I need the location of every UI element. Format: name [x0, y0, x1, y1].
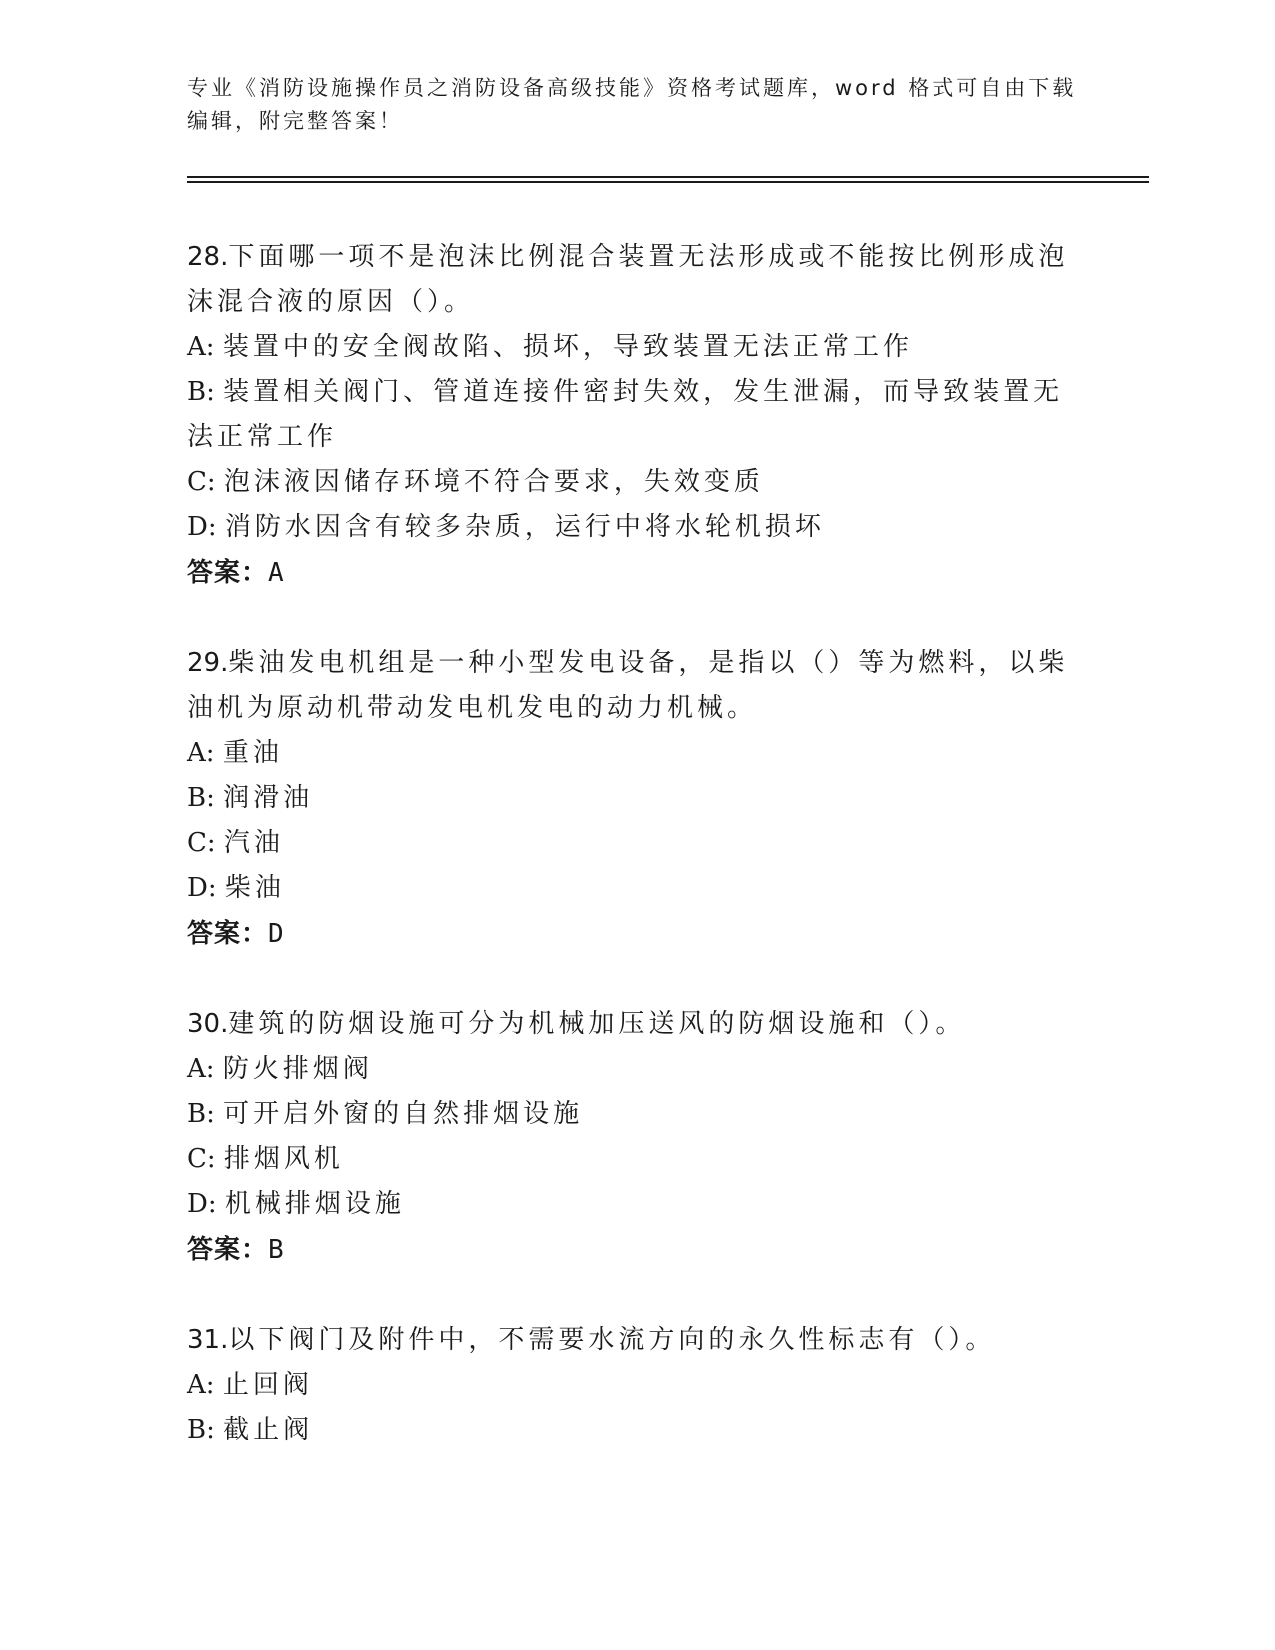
- answer-line: [187, 550, 1087, 597]
- header-note: 专业《消防设施操作员之消防设备高级技能》资格考试题库，word 格式可自由下载编辑，附完整答案！: [187, 76, 1077, 133]
- option-a: [187, 1363, 1087, 1408]
- question-text: 建筑的防烟设施可分为机械加压送风的防烟设施和（）。: [228, 1009, 966, 1039]
- option-text: 排烟风机: [223, 1144, 344, 1174]
- question-28: [187, 235, 1087, 597]
- answer-value: B: [268, 1235, 285, 1265]
- option-letter: B:: [187, 377, 224, 407]
- option-letter: C:: [187, 467, 224, 497]
- question-list: [187, 235, 1087, 1497]
- answer-label: 答案：: [187, 919, 269, 949]
- answer-line: [187, 1227, 1087, 1274]
- option-text: 机械排烟设施: [224, 1189, 405, 1219]
- option-c: [187, 460, 1087, 505]
- question-number: 29.: [187, 648, 229, 678]
- option-text: 防火排烟阀: [222, 1054, 373, 1084]
- option-text: 截止阀: [223, 1415, 314, 1445]
- option-b: [187, 776, 1087, 821]
- option-text: 泡沫液因储存环境不符合要求，失效变质: [223, 467, 764, 497]
- option-text: 可开启外窗的自然排烟设施: [223, 1099, 584, 1129]
- option-a: [187, 325, 1087, 370]
- option-a: [187, 1047, 1087, 1092]
- option-text: 润滑油: [223, 783, 314, 813]
- question-29: [187, 641, 1087, 958]
- header-divider-top: [187, 176, 1149, 178]
- question-30: [187, 1002, 1087, 1274]
- question-text: 柴油发电机组是一种小型发电设备，是指以（）等为燃料，以柴油机为原动机带动发电机发电的动力机械。: [187, 648, 1069, 723]
- option-text: 柴油: [224, 873, 285, 903]
- option-text: 装置中的安全阀故陷、损坏，导致装置无法正常工作: [222, 332, 913, 362]
- option-letter: B:: [187, 783, 224, 813]
- option-b: [187, 1408, 1087, 1453]
- answer-line: [187, 911, 1087, 958]
- option-a: [187, 731, 1087, 776]
- question-stem: [187, 641, 1087, 731]
- question-number: 30.: [187, 1009, 229, 1039]
- question-stem: [187, 235, 1087, 325]
- option-letter: B:: [187, 1099, 224, 1129]
- option-text: 装置相关阀门、管道连接件密封失效，发生泄漏，而导致装置无法正常工作: [187, 377, 1064, 452]
- option-text: 汽油: [223, 828, 284, 858]
- answer-label: 答案：: [187, 558, 269, 588]
- option-letter: D:: [187, 873, 225, 903]
- option-letter: A:: [187, 332, 223, 362]
- option-d: [187, 1182, 1087, 1227]
- option-letter: D:: [187, 1189, 225, 1219]
- option-b: [187, 370, 1087, 460]
- option-letter: A:: [187, 738, 223, 768]
- option-letter: B:: [187, 1415, 224, 1445]
- question-stem: [187, 1002, 1087, 1047]
- answer-value: A: [268, 558, 285, 588]
- option-letter: C:: [187, 1144, 224, 1174]
- option-c: [187, 1137, 1087, 1182]
- option-text: 重油: [222, 738, 283, 768]
- question-31: [187, 1318, 1087, 1453]
- option-text: 消防水因含有较多杂质，运行中将水轮机损坏: [224, 512, 825, 542]
- answer-label: 答案：: [187, 1235, 269, 1265]
- option-b: [187, 1092, 1087, 1137]
- option-d: [187, 505, 1087, 550]
- question-text: 下面哪一项不是泡沫比例混合装置无法形成或不能按比例形成泡沫混合液的原因（）。: [187, 242, 1069, 317]
- option-letter: C:: [187, 828, 224, 858]
- header-divider-bottom: [187, 181, 1149, 183]
- option-c: [187, 821, 1087, 866]
- option-letter: A:: [187, 1054, 223, 1084]
- answer-value: D: [268, 919, 285, 949]
- question-number: 31.: [187, 1325, 229, 1355]
- option-d: [187, 866, 1087, 911]
- question-text: 以下阀门及附件中，不需要水流方向的永久性标志有（）。: [228, 1325, 996, 1355]
- option-letter: A:: [187, 1370, 223, 1400]
- option-letter: D:: [187, 512, 225, 542]
- question-stem: [187, 1318, 1087, 1363]
- question-number: 28.: [187, 242, 229, 272]
- option-text: 止回阀: [222, 1370, 313, 1400]
